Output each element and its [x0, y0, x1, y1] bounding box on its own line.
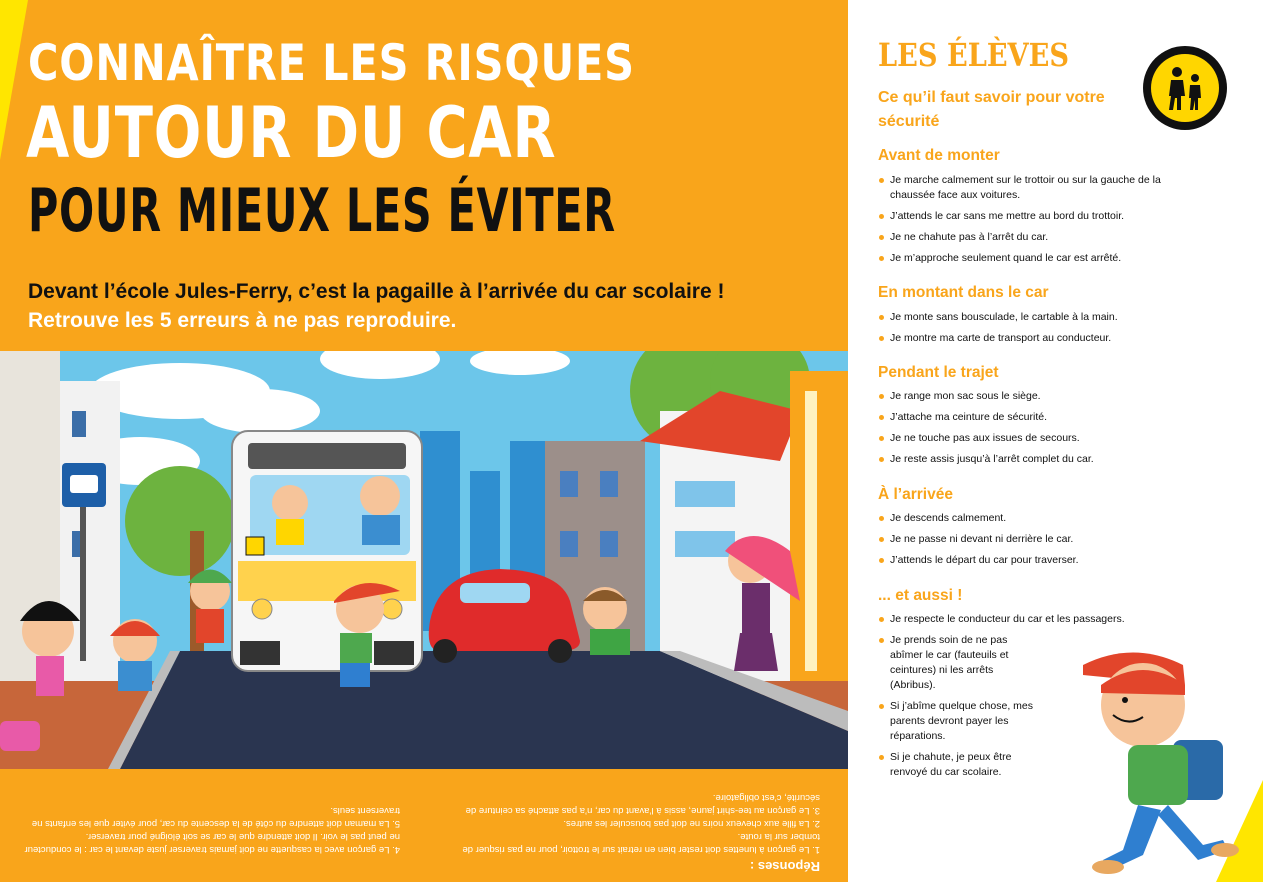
list-item: Je descends calmement. — [878, 511, 1180, 526]
headline-line-1: CONNAÎTRE LES RISQUES — [28, 34, 635, 92]
answer-item: 5. La maman doit attendre du côté de la descente du car, pour éviter que les enfants ne traversent seuls. — [31, 805, 400, 829]
headline-line-3: POUR MIEUX LES ÉVITER — [28, 176, 616, 246]
school-children-icon — [1143, 46, 1227, 130]
school-bus-illustration — [0, 351, 848, 769]
list-item: Je montre ma carte de transport au conducteur. — [878, 331, 1180, 346]
headline-line-2: AUTOUR DU CAR — [26, 92, 557, 174]
answers-upside-down — [0, 769, 848, 882]
sidebar-title: LES ÉLÈVES — [878, 36, 1070, 74]
sidebar-subtitle: Ce qu’il faut savoir pour votre sécurité — [878, 89, 1105, 130]
illustration-svg — [0, 351, 848, 769]
list-item: Je ne passe ni devant ni derrière le car. — [878, 532, 1180, 547]
answer-item: 3. Le garçon au tee-shirt jaune, assis à l’avant du car, n’a pas attaché sa ceinture de sécurité, c’est obligatoire. — [465, 792, 820, 816]
list-item: J’attache ma ceinture de sécurité. — [878, 410, 1180, 425]
answer-item: 1. Le garçon à lunettes doit rester bien en retrait sur le trottoir, pour ne pas risquer de tomber sur la route. — [462, 831, 820, 855]
list-item: J’attends le départ du car pour traverser. — [878, 553, 1180, 568]
list-item: Si j’abîme quelque chose, mes parents devront payer les réparations. — [878, 699, 1040, 744]
running-boy-illustration — [1073, 645, 1263, 882]
answer-item: 4. Le garçon avec la casquette ne doit jamais traverser juste devant le car : le conducteur ne peut pas le voir. Il doit attendre que le car se soit éloigné pour traverser. — [24, 831, 400, 855]
list-item: Je respecte le conducteur du car et les passagers. — [878, 612, 1180, 627]
answers-column-1 — [450, 791, 820, 856]
list-item: Je m’approche seulement quand le car est arrêté. — [878, 251, 1180, 266]
list-item: Je prends soin de ne pas abîmer le car (fauteuils et ceintures) ni les arrêts (Abribus). — [878, 633, 1040, 693]
call-to-action: Retrouve les 5 erreurs à ne pas reproduire. — [28, 309, 457, 332]
section-list — [878, 173, 1180, 272]
list-item: Si je chahute, je peux être renvoyé du car scolaire. — [878, 750, 1040, 780]
section-heading: En montant dans le car — [878, 284, 1049, 301]
section-list — [878, 389, 1180, 473]
list-item: Je reste assis jusqu’à l’arrêt complet du car. — [878, 452, 1180, 467]
list-item: Je marche calmement sur le trottoir ou sur la gauche de la chaussée face aux voitures. — [878, 173, 1180, 203]
answers-title: Réponses : — [749, 859, 820, 874]
list-item: J’attends le car sans me mettre au bord du trottoir. — [878, 209, 1180, 224]
section-list — [878, 310, 1180, 352]
section-heading: Pendant le trajet — [878, 364, 999, 381]
section-heading: À l’arrivée — [878, 486, 953, 503]
list-item: Je range mon sac sous le siège. — [878, 389, 1180, 404]
answers-panel — [0, 769, 848, 882]
section-heading: Avant de monter — [878, 147, 1000, 164]
list-item: Je ne chahute pas à l’arrêt du car. — [878, 230, 1180, 245]
poster-right-panel — [848, 0, 1263, 882]
answers-column-2 — [20, 804, 400, 856]
section-heading: ... et aussi ! — [878, 587, 963, 604]
intro-text: Devant l’école Jules-Ferry, c’est la pagaille à l’arrivée du car scolaire ! — [28, 280, 725, 303]
list-item: Je ne touche pas aux issues de secours. — [878, 431, 1180, 446]
answer-item: 2. La fille aux cheveux noirs ne doit pas bousculer les autres. — [563, 818, 820, 829]
yellow-corner-accent — [0, 0, 28, 160]
list-item: Je monte sans bousculade, le cartable à la main. — [878, 310, 1180, 325]
section-list — [878, 511, 1180, 574]
